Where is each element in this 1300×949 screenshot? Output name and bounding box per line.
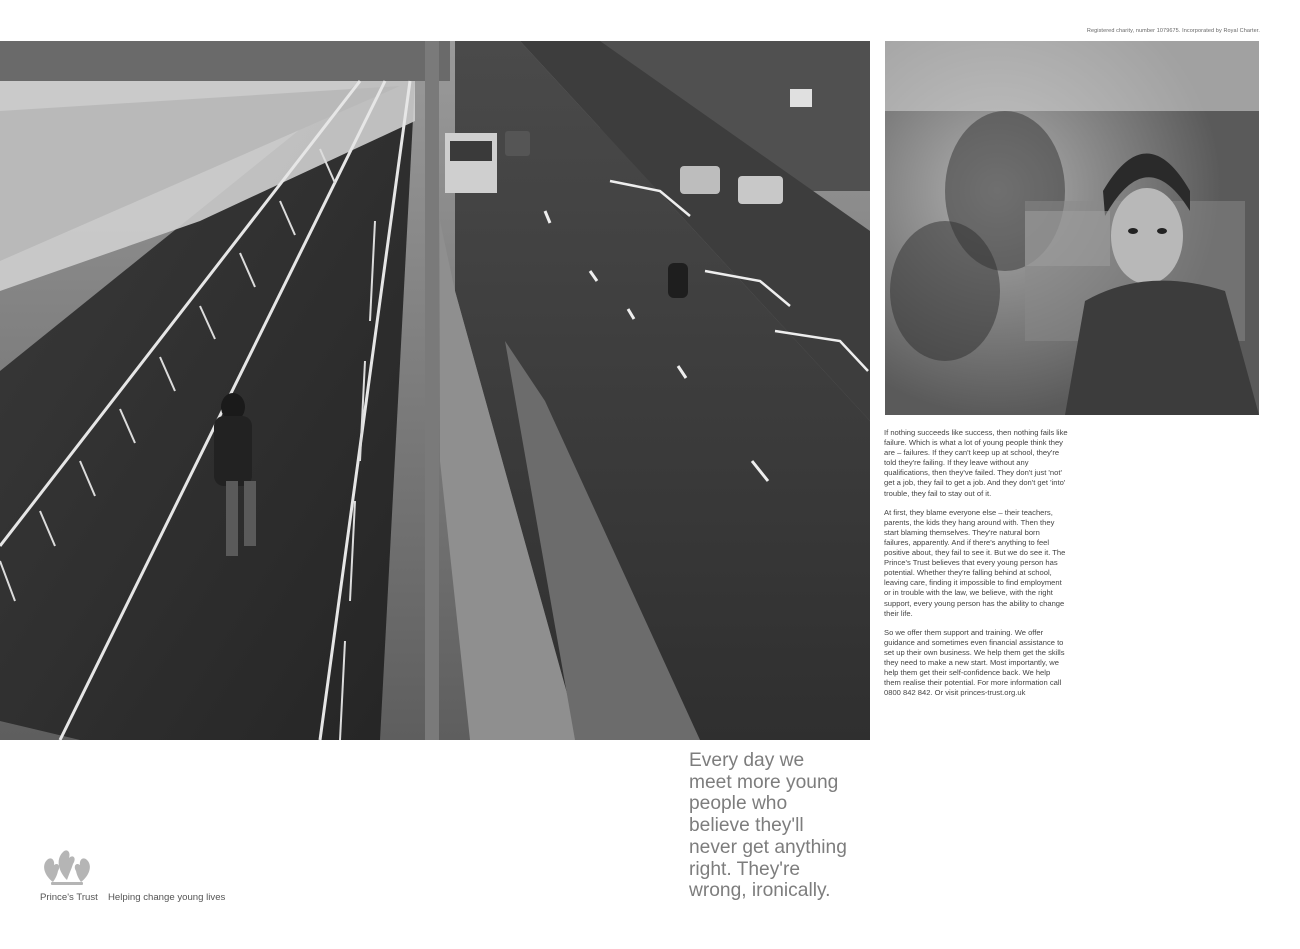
headline-line: people who [689, 793, 788, 815]
three-feathers-icon [37, 846, 97, 888]
headline-line: wrong, ironically. [689, 880, 831, 902]
tagline: Helping change young lives [108, 892, 226, 903]
body-paragraph-2: At first, they blame everyone else – their teachers, parents, the kids they hang around with. Then they start blaming themselves. They're natural born failures, apparently. And if there's anything to feel positive about, they fail to see it. But we do see it. The Prince's Trust believes that every young person has potential. Whether they're falling behind at school, leaving care, finding it impossible to find employment or in trouble with the law, we believe, with the right support, every young person has the ability to change their life. [884, 507, 1066, 618]
headline-line: never get anything [689, 836, 847, 858]
body-paragraph-1: If nothing succeeds like success, then nothing fails like failure. Which is what a lot of young people think they are – failures. If they can't keep up at school, they're told they're failing. If they leave without any qualifications, then they've failed. They don't just 'not' get a job, they fail to get a job. And they don't get 'into' trouble, they fail to stay out of it. [884, 428, 1068, 498]
body-paragraph-3: So we offer them support and training. We offer guidance and sometimes even financial assistance to set up their own business. We help them get the skills they need to make a new start. Most importantly, we help them get their self-confidence back. We help them realise their potential. For more information call 0800 842 842. Or visit princes-trust.org.uk [884, 627, 1065, 698]
main-photo [0, 41, 870, 740]
org-name: Prince's Trust [40, 892, 98, 903]
charity-notice: Registered charity, number 1079675. Incorporated by Royal Charter. [1086, 28, 1260, 34]
headline-line: meet more young [689, 771, 839, 793]
headline-line: believe they'll [689, 815, 804, 837]
body-copy [884, 428, 1068, 707]
headline-line: right. They're [689, 858, 801, 880]
portrait-photo [885, 41, 1259, 415]
headline [689, 750, 879, 902]
headline-line: Every day we [689, 750, 805, 771]
